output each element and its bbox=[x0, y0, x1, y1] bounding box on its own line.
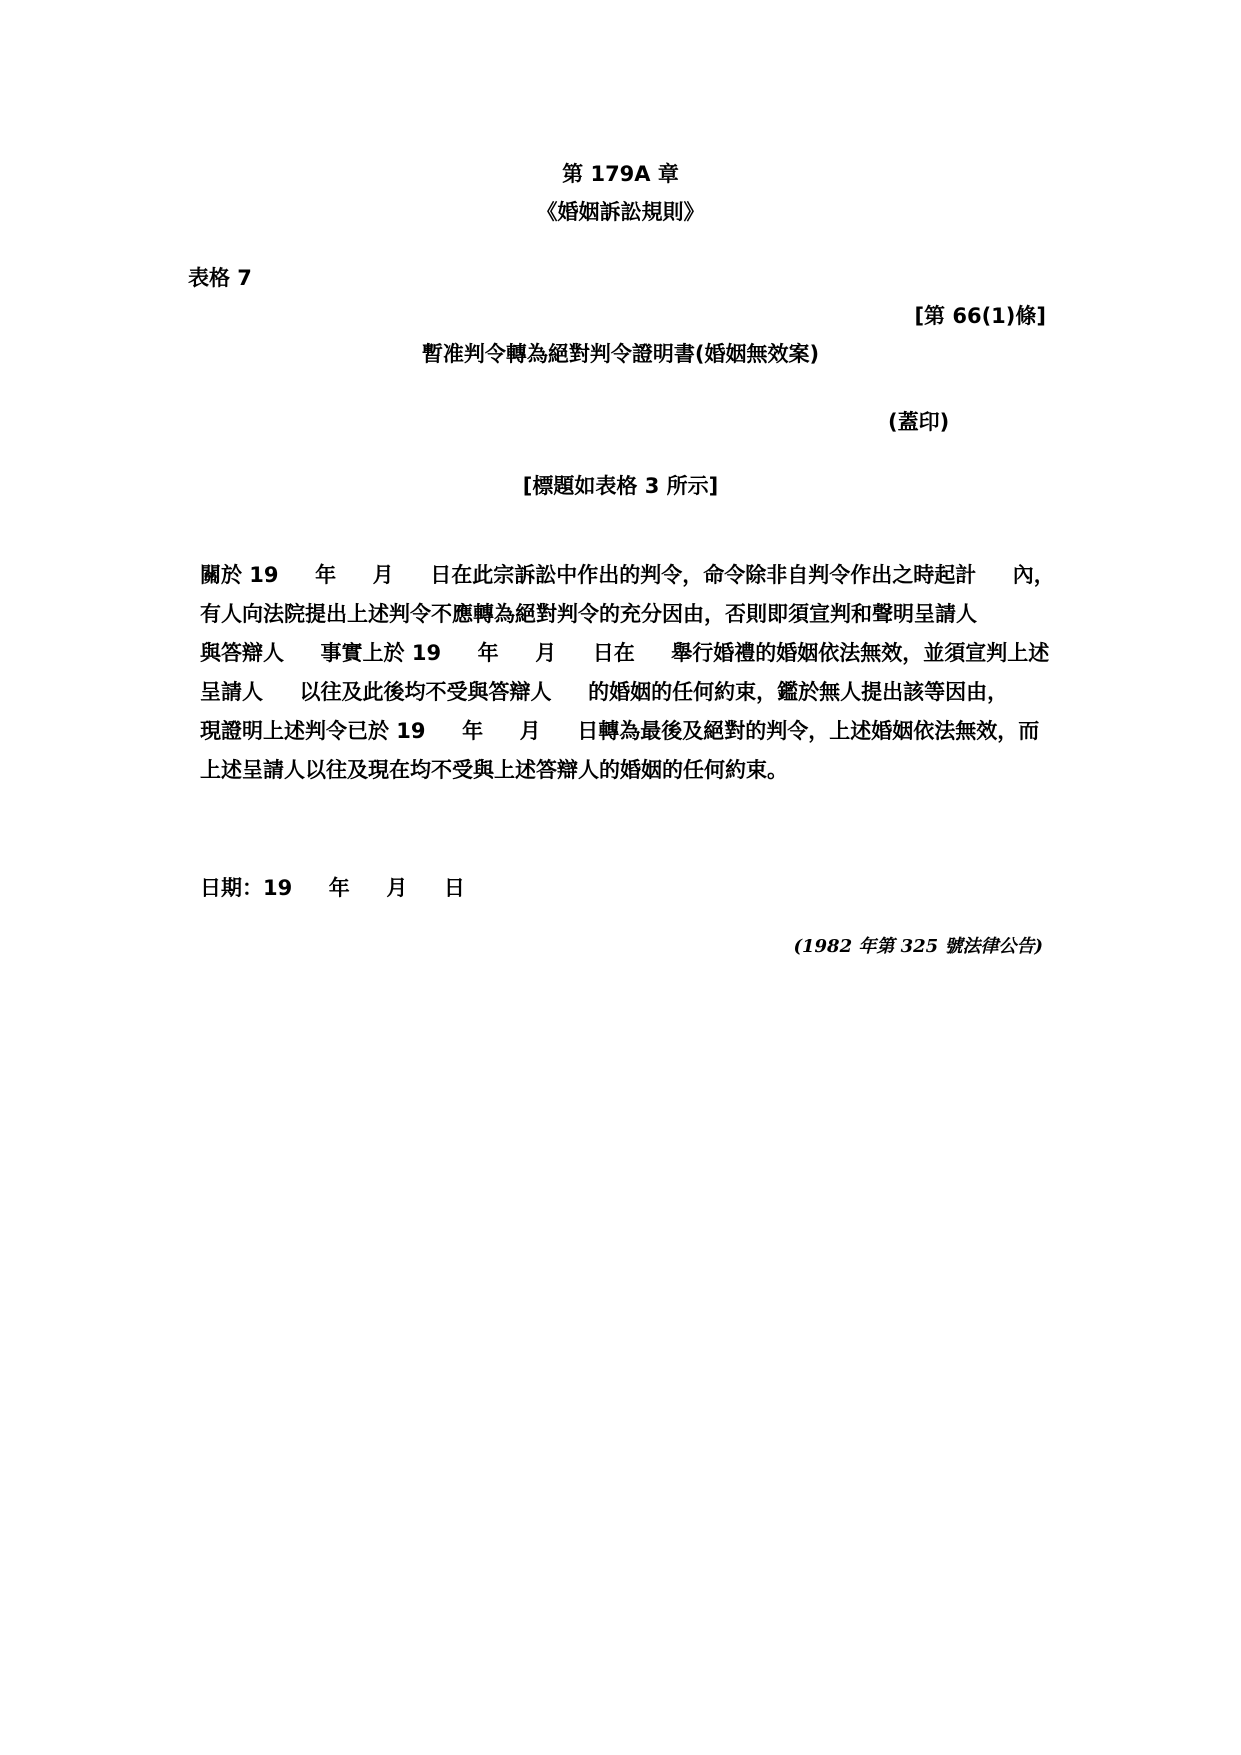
body-line: 與答辯人 事實上於 19 年 月 日在 舉行婚禮的婚姻依法無效，並須宣判上述 bbox=[200, 641, 1050, 665]
form-title: 暫准判令轉為絕對判令證明書(婚姻無效案) bbox=[421, 342, 820, 366]
date-line: 日期：19 年 月 日 bbox=[200, 876, 465, 900]
body-line: 關於 19 年 月 日在此宗訴訟中作出的判令，命令除非自判令作出之時起計 內， bbox=[200, 563, 1055, 587]
certificate-body bbox=[200, 556, 1080, 790]
section-reference: [第 66(1)條] bbox=[914, 304, 1046, 328]
body-line: 上述呈請人以往及現在均不受與上述答辯人的婚姻的任何約束。 bbox=[200, 758, 788, 782]
heading-note: [標題如表格 3 所示] bbox=[522, 474, 719, 498]
chapter-heading: 第 179A 章 bbox=[562, 162, 679, 186]
seal-note: (蓋印) bbox=[888, 410, 950, 434]
body-line: 呈請人 以往及此後均不受與答辯人 的婚姻的任何約束，鑑於無人提出該等因由， bbox=[200, 680, 1009, 704]
body-line: 現證明上述判令已於 19 年 月 日轉為最後及絕對的判令，上述婚姻依法無效，而 bbox=[200, 719, 1040, 743]
form-number: 表格 7 bbox=[188, 266, 252, 290]
ordinance-title: 《婚姻訴訟規則》 bbox=[536, 200, 705, 224]
legal-notice-citation: (1982 年第 325 號法律公告) bbox=[793, 936, 1043, 957]
body-line: 有人向法院提出上述判令不應轉為絕對判令的充分因由，否則即須宣判和聲明呈請人 bbox=[200, 602, 977, 626]
